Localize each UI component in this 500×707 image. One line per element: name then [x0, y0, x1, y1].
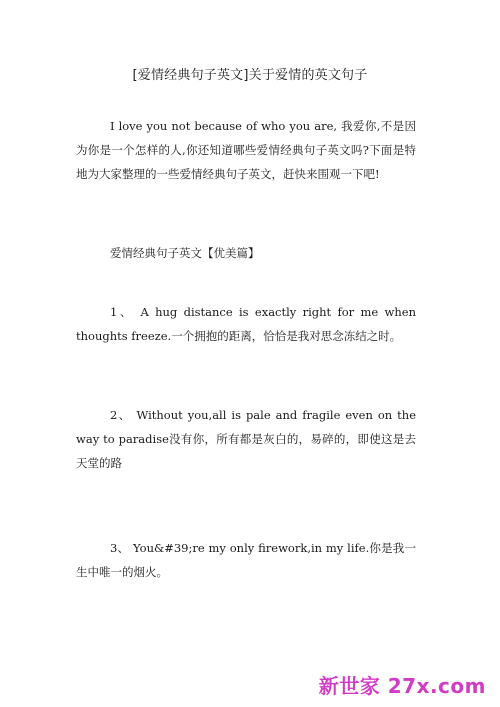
- list-item: 3、 You&#39;re my only firework,in my life.你是我一生中唯一的烟火。: [76, 541, 416, 579]
- list-item: 2、 Without you,all is pale and fragile even on the way to paradise没有你，所有都是灰白的，易碎的，即使这是去天堂的路: [76, 408, 416, 470]
- intro-text: I love you not because of who you are, 我爱你,不是因为你是一个怎样的人,你还知道哪些爱情经典句子英文吗?下面是特地为大家整理的一些爱情经典句子英文，赶快来围观一下吧!: [76, 119, 416, 181]
- section-heading: 爱情经典句子英文【优美篇】: [110, 246, 260, 260]
- intro-paragraph: [76, 114, 416, 186]
- document-title: [爱情经典句子英文]关于爱情的英文句子: [132, 68, 368, 83]
- list-item: 1、 A hug distance is exactly right for me when thoughts freeze.一个拥抱的距离，恰恰是我对思念冻结之时。: [76, 305, 416, 343]
- site-watermark: 新世家 27x.com: [318, 674, 486, 698]
